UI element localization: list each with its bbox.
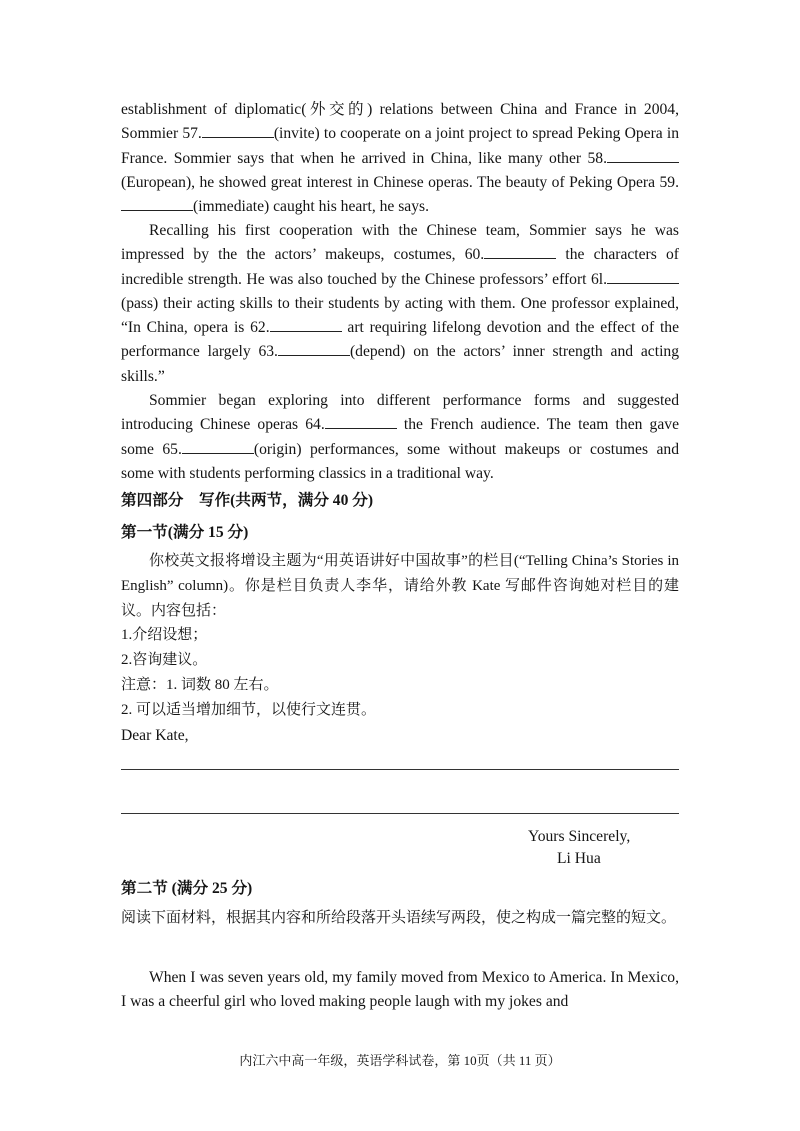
letter-closing: Yours Sincerely,: [528, 828, 631, 845]
passage-text: establishment of diplomatic(外交的) relations between China and France in 2004, Sommier 57.: [121, 101, 679, 143]
passage-text: Sommier began exploring into different performance forms and suggested introducing Chinese operas 64.: [121, 392, 679, 434]
passage-text: (depend) on the actors’ inner strength and acting skills.”: [121, 343, 679, 385]
story-opening: [121, 966, 679, 1015]
section-two-heading: 第二节 (满分 25 分): [121, 880, 253, 897]
content-point-1: 1.介绍设想；: [121, 627, 208, 643]
passage-text: (invite) to cooperate on a joint project to spread Peking Opera in France. Sommier says that when he arrived in China, like many other 58.: [121, 125, 679, 167]
page-footer: 内江六中高一年级，英语学科试卷，第 10页（共 11 页）: [239, 1053, 561, 1068]
passage-paragraph-2: [121, 219, 679, 389]
passage-text: (European), he showed great interest in Chinese operas. The beauty of Peking Opera 59.: [121, 173, 679, 191]
passage-text: (origin) performances, some without makeups or costumes and some with students performing classics in a traditional way.: [121, 440, 679, 482]
writing-line-1[interactable]: [121, 769, 679, 770]
passage-text: (pass) their acting skills to their students by acting with them. One professor explained, “In China, opera is 62.: [121, 294, 679, 337]
note-word-count: 注意：1. 词数 80 左右。: [121, 677, 279, 693]
section-one-heading: 第一节(满分 15 分): [121, 524, 249, 541]
content-point-2: 2.咨询建议。: [121, 652, 208, 668]
letter-salutation: Dear Kate,: [121, 727, 189, 744]
answer-blank-64[interactable]: [325, 414, 397, 429]
story-text: When I was seven years old, my family moved from Mexico to America. In Mexico, I was a cheerful girl who loved making people laugh with my jokes and: [121, 969, 679, 1011]
passage-text: art requiring lifelong devotion and the effect of the performance largely 63.: [121, 319, 679, 361]
passage-paragraph-3: [121, 389, 679, 486]
answer-blank-59[interactable]: [121, 196, 193, 211]
answer-blank-61[interactable]: [607, 269, 679, 284]
answer-blank-62[interactable]: [270, 317, 342, 332]
answer-blank-58[interactable]: [607, 148, 679, 163]
answer-blank-63[interactable]: [278, 341, 350, 356]
part-four-heading: 第四部分 写作(共两节，满分 40 分): [121, 492, 374, 509]
answer-blank-57[interactable]: [202, 123, 274, 138]
letter-signature: Li Hua: [557, 850, 601, 867]
section-two-prompt: 阅读下面材料，根据其内容和所给段落开头语续写两段，使之构成一篇完整的短文。: [121, 910, 677, 926]
passage-paragraph-1: [121, 98, 679, 219]
passage-text: the French audience. The team then gave some 65.: [121, 416, 679, 458]
section-one-prompt: 你校英文报将增设主题为“用英语讲好中国故事”的栏目(“Telling China’s Stories in English” column)。你是栏目负责人李华，请给外教 Kate 写邮件咨询她对栏目的建议。内容包括：: [121, 553, 679, 619]
writing-line-2[interactable]: [121, 813, 679, 814]
answer-blank-60[interactable]: [484, 244, 556, 259]
passage-text: Recalling his first cooperation with the Chinese team, Sommier says he was impressed by the the actors’ makeups, costumes, 60.: [121, 222, 679, 264]
answer-blank-65[interactable]: [182, 439, 254, 454]
passage-text: (immediate) caught his heart, he says.: [193, 198, 429, 216]
note-details: 2. 可以适当增加细节，以使行文连贯。: [121, 702, 377, 718]
passage-text: the characters of incredible strength. He was also touched by the Chinese professors’ effort 6l.: [121, 246, 679, 288]
